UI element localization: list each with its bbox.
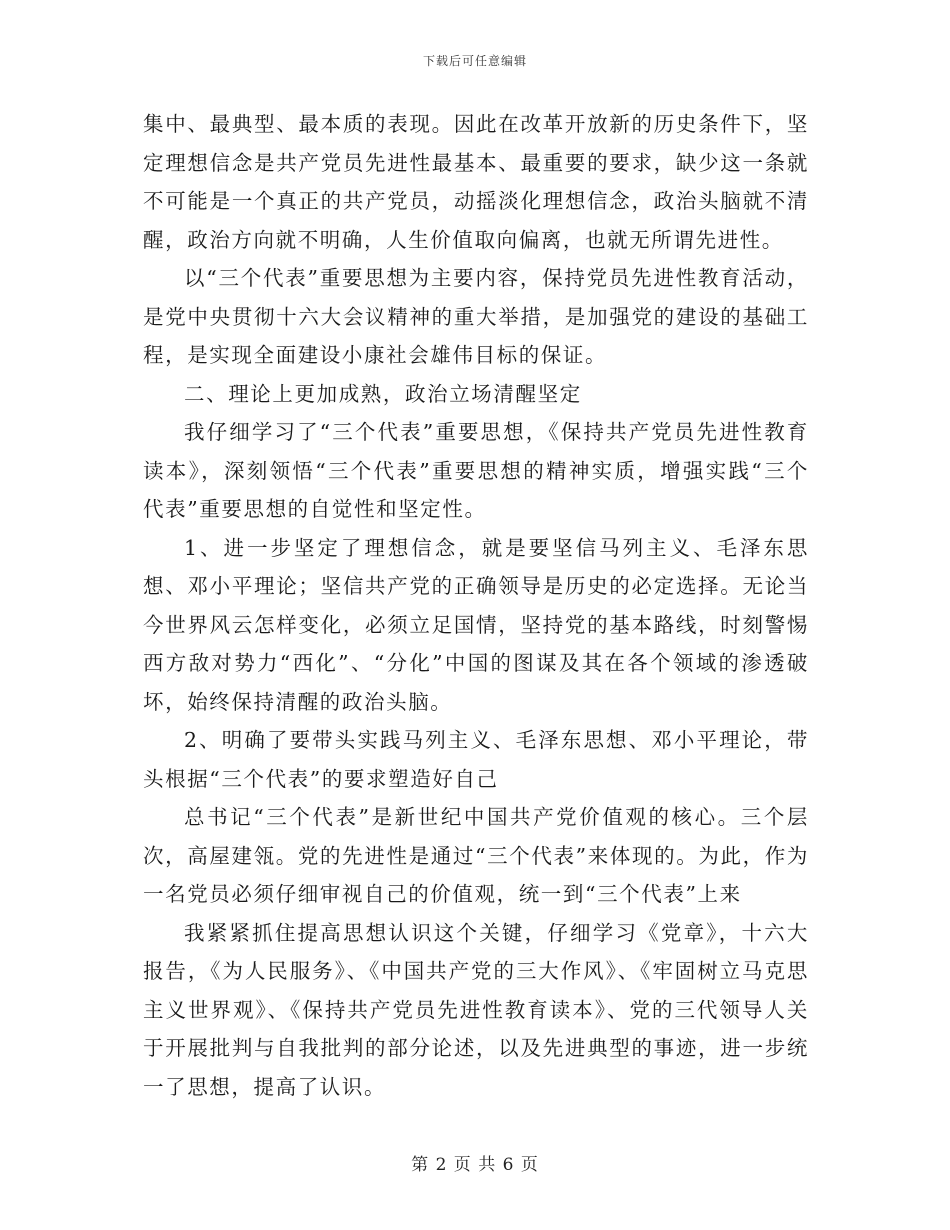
paragraph-5: 2、明确了要带头实践马列主义、毛泽东思想、邓小平理论，带头根据“三个代表”的要求塑造好自己: [143, 728, 809, 791]
paragraph-2: 以“三个代表”重要思想为主要内容，保持党员先进性教育活动，是党中央贯彻十六大会议精神的重大举措，是加强党的建设的基础工程，是实现全面建设小康社会雄伟目标的保证。: [143, 266, 809, 367]
document-body: [143, 105, 809, 1106]
page-number: 第 2 页 共 6 页: [411, 1155, 539, 1175]
paragraph-6: 总书记“三个代表”是新世纪中国共产党价值观的核心。三个层次，高屋建瓴。党的先进性是通过“三个代表”来体现的。为此，作为一名党员必须仔细审视自己的价值观，统一到“三个代表”上来: [143, 805, 809, 906]
paragraph-3: 我仔细学习了“三个代表”重要思想，《保持共产党员先进性教育读本》，深刻领悟“三个代表”重要思想的精神实质，增强实践“三个代表”重要思想的自觉性和坚定性。: [143, 420, 809, 521]
section-heading: 二、理论上更加成熟，政治立场清醒坚定: [184, 381, 582, 406]
paragraph-1: 集中、最典型、最本质的表现。因此在改革开放新的历史条件下，坚定理想信念是共产党员先进性最基本、最重要的要求，缺少这一条就不可能是一个真正的共产党员，动摇淡化理想信念，政治头脑就不清醒，政治方向就不明确，人生价值取向偏离，也就无所谓先进性。: [143, 112, 809, 252]
page-header: 下载后可任意编辑: [422, 54, 527, 68]
paragraph-7: 我紧紧抓住提高思想认识这个关键，仔细学习《党章》，十六大报告，《为人民服务》、《中国共产党的三大作风》、《牢固树立马克思主义世界观》、《保持共产党员先进性教育读本》、党的三代领导人关于开展批判与自我批判的部分论述，以及先进典型的事迹，进一步统一了思想，提高了认识。: [143, 920, 809, 1099]
paragraph-4: 1、进一步坚定了理想信念，就是要坚信马列主义、毛泽东思想、邓小平理论；坚信共产党的正确领导是历史的必定选择。无论当今世界风云怎样变化，必须立足国情，坚持党的基本路线，时刻警惕西方敌对势力“西化”、“分化”中国的图谋及其在各个领域的渗透破坏，始终保持清醒的政治头脑。: [143, 535, 809, 714]
